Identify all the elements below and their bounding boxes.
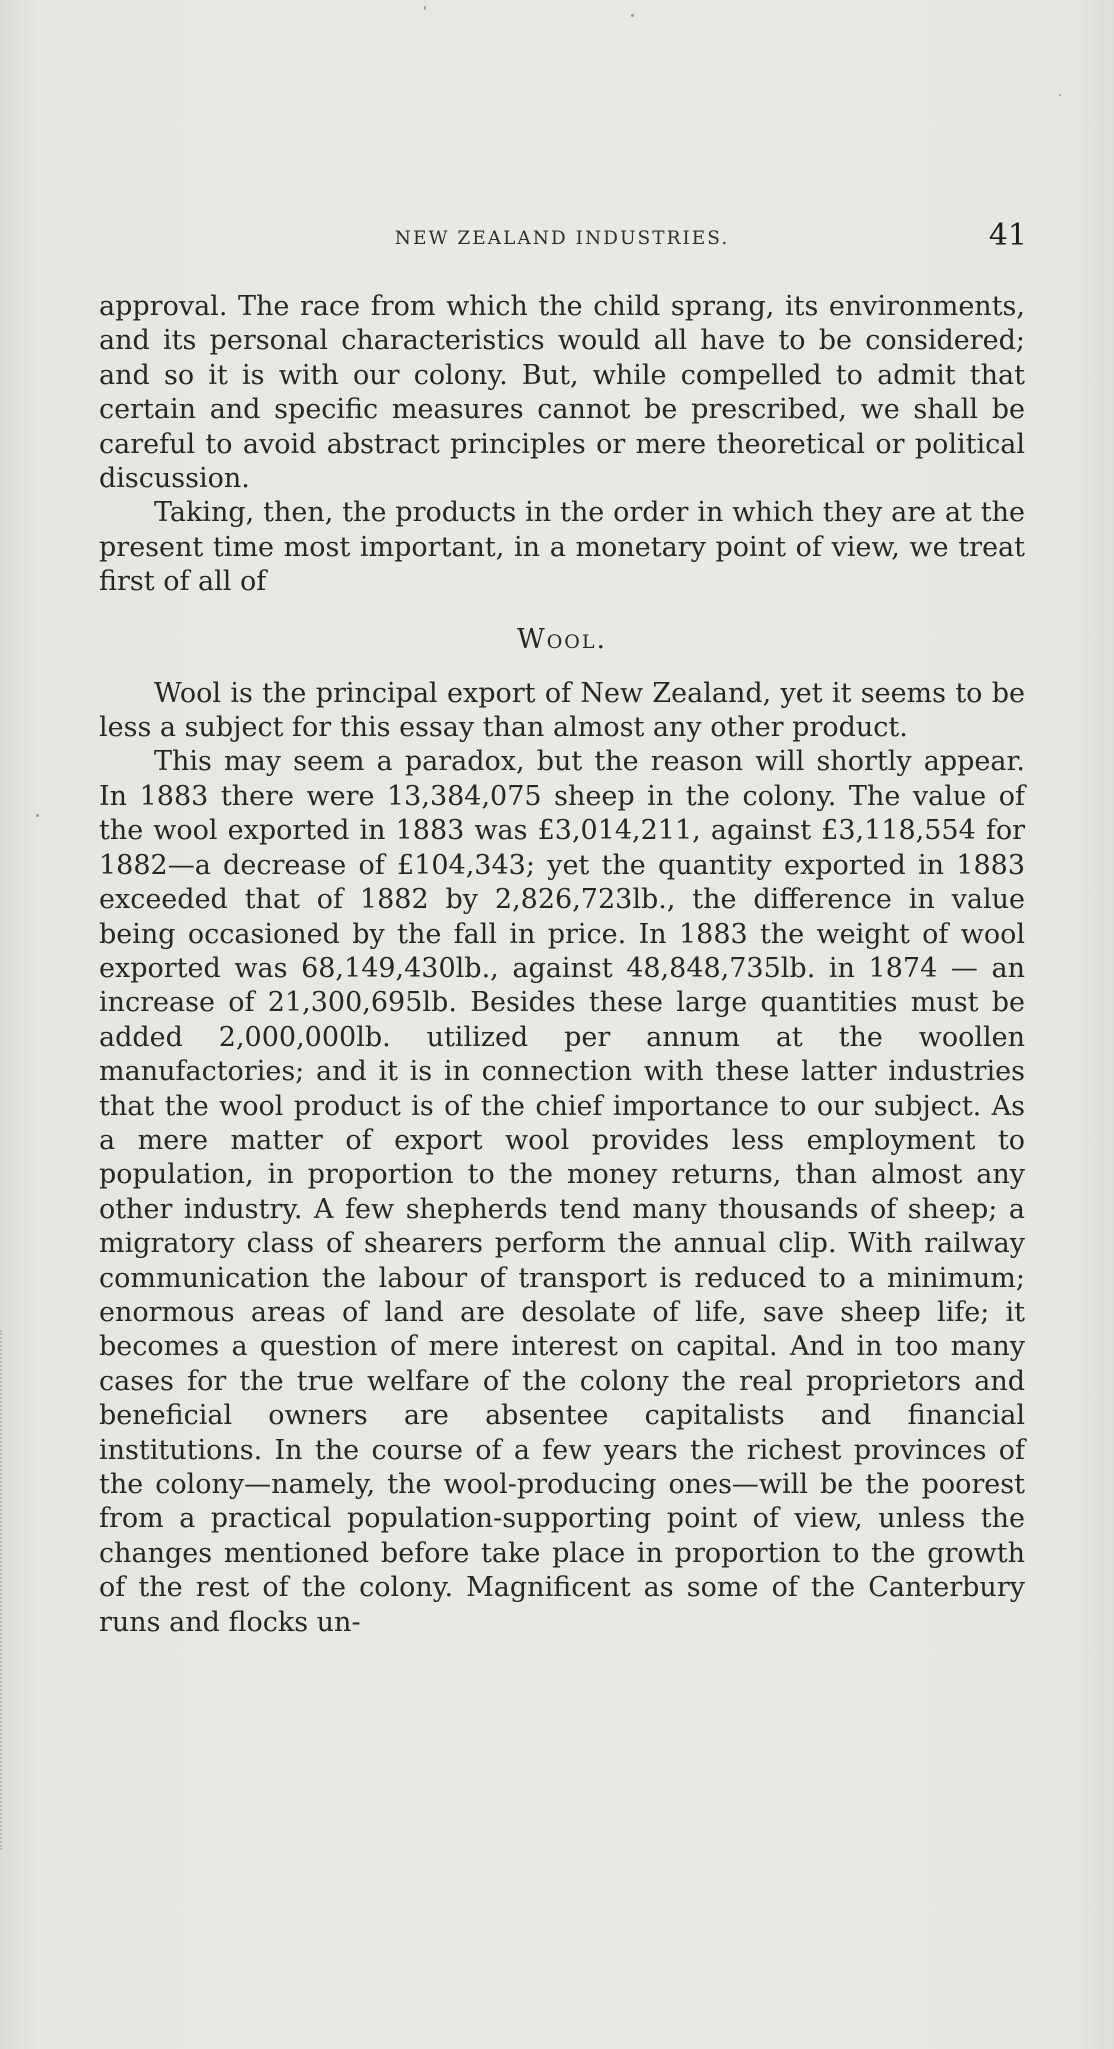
page-number: 41 [988, 218, 1027, 253]
paper-speck [1059, 94, 1061, 96]
paragraph: approval. The race from which the child sprang, its environments, and its personal characteristics would all have to be considered; and so it is with our colony. But, while compelled to admit that certain and specific measures cannot be prescribed, we shall be careful to avoid abstract principles or mere theoretical or political discussion. [99, 291, 1025, 495]
paper-speck [424, 6, 426, 10]
body-text [99, 290, 1025, 1640]
paragraph: Wool is the principal export of New Zealand, yet it seems to be less a subject for this essay than almost any other product. [99, 677, 1025, 744]
page-header [99, 218, 1025, 262]
paragraph: Taking, then, the products in the order in which they are at the present time most important, in a monetary point of view, we treat first of all of [99, 497, 1025, 598]
running-title: NEW ZEALAND INDUSTRIES. [394, 228, 730, 249]
paper-speck [631, 14, 634, 17]
paper-speck [36, 814, 39, 817]
paragraph: This may seem a paradox, but the reason will shortly appear. In 1883 there were 13,384,075 sheep in the colony. The value of the wool exported in 1883 was £3,014,211, against £3,118,554 for 1882—a decrease of £104,343; yet the quantity exported in 1883 exceeded that of 1882 by 2,826,723lb., the difference in value being occasioned by the fall in price. In 1883 the weight of wool exported was 68,149,430lb., against 48,848,735lb. in 1874 — an increase of 21,300,695lb. Besides these large quantities must be added 2,000,000lb. utilized per annum at the woollen manufactories; and it is in connection with these latter industries that the wool product is of the chief importance to our subject. As a mere matter of export wool provides less employment to population, in proportion to the money returns, than almost any other industry. A few shepherds tend many thousands of sheep; a migratory class of shearers perform the annual clip. With railway communication the labour of transport is reduced to a minimum; enormous areas of land are desolate of life, save sheep life; it becomes a question of mere interest on capital. And in too many cases for the true welfare of the colony the real proprietors and beneficial owners are absentee capitalists and financial institutions. In the course of a few years the richest provinces of the colony—namely, the wool-producing ones—will be the poorest from a practical population-supporting point of view, unless the changes mentioned before take place in proportion to the growth of the rest of the colony. Magnificent as some of the Canterbury runs and flocks un- [99, 746, 1025, 1638]
page-edge-marks [0, 1330, 6, 1850]
section-heading: Wool. [516, 623, 608, 655]
